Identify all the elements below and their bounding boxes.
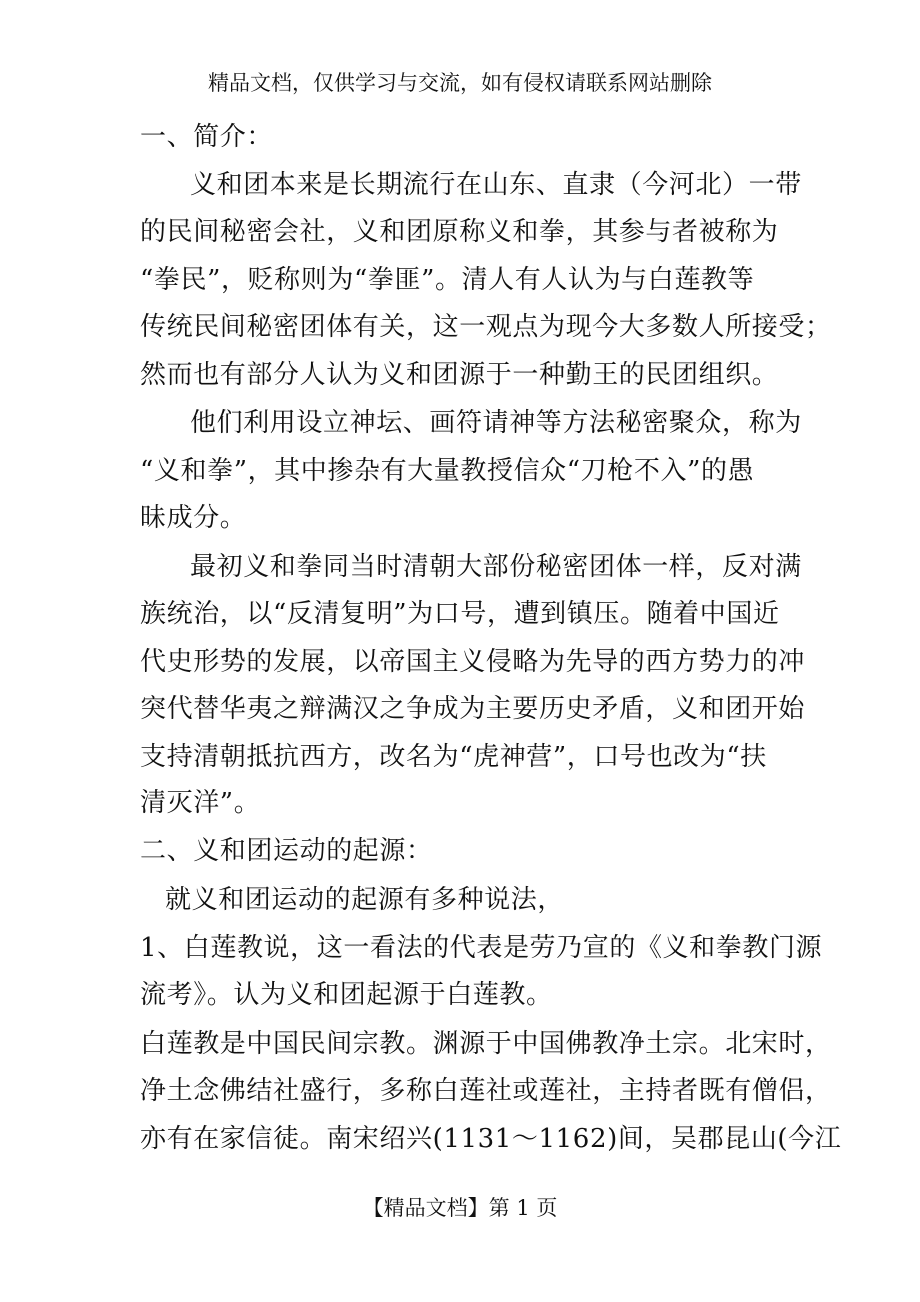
paragraph-line: 的民间秘密会社，义和团原称义和拳，其参与者被称为 <box>140 217 779 247</box>
paragraph-line: 传统民间秘密团体有关，这一观点为现今大多数人所接受； <box>140 312 832 342</box>
paragraph-line: 流考》。认为义和团起源于白莲教。 <box>140 980 553 1010</box>
paragraph-line: 族统治，以“反清复明”为口号，遭到镇压。随着中国近 <box>140 599 780 629</box>
paragraph-line: 他们利用设立神坛、画符请神等方法秘密聚众，称为 <box>190 408 802 438</box>
paragraph-line: 就义和团运动的起源有多种说法， <box>165 885 565 915</box>
paragraph-line: 白莲教是中国民间宗教。渊源于中国佛教净土宗。北宋时， <box>140 1029 832 1059</box>
paragraph-line: 净土念佛结社盛行，多称白莲社或莲社，主持者既有僧侣， <box>140 1076 832 1106</box>
paragraph-line: 突代替华夷之辩满汉之争成为主要历史矛盾，义和团开始 <box>140 694 806 724</box>
paragraph-line: 亦有在家信徒。南宋绍兴(1131～1162)间，吴郡昆山(今江 <box>140 1124 842 1154</box>
paragraph-line: 然而也有部分人认为义和团源于一种勤王的民团组织。 <box>140 360 779 390</box>
paragraph-line: 支持清朝抵抗西方，改名为“虎神营”，口号也改为“扶 <box>140 742 767 772</box>
paragraph-line: 清灭洋”。 <box>140 788 261 818</box>
section-heading-intro: 一、简介： <box>140 122 274 152</box>
paragraph-line: 代史形势的发展，以帝国主义侵略为先导的西方势力的冲 <box>140 647 806 677</box>
paragraph-line: 最初义和拳同当时清朝大部份秘密团体一样，反对满 <box>190 552 802 582</box>
paragraph-line: “拳民”，贬称则为“拳匪”。清人有人认为与白莲教等 <box>140 265 755 295</box>
paragraph-line: “义和拳”，其中掺杂有大量教授信众“刀枪不入”的愚 <box>140 456 755 486</box>
section-heading-origin: 二、义和团运动的起源： <box>140 836 433 866</box>
paragraph-line: 1、白莲教说，这一看法的代表是劳乃宣的《义和拳教门源 <box>140 933 823 963</box>
paragraph-line: 义和团本来是长期流行在山东、直隶（今河北）一带 <box>190 170 802 200</box>
paragraph-line: 昧成分。 <box>140 503 247 533</box>
page-footer: 【精品文档】第 1 页 <box>362 1196 558 1220</box>
page-header: 精品文档，仅供学习与交流，如有侵权请联系网站删除 <box>208 71 712 95</box>
